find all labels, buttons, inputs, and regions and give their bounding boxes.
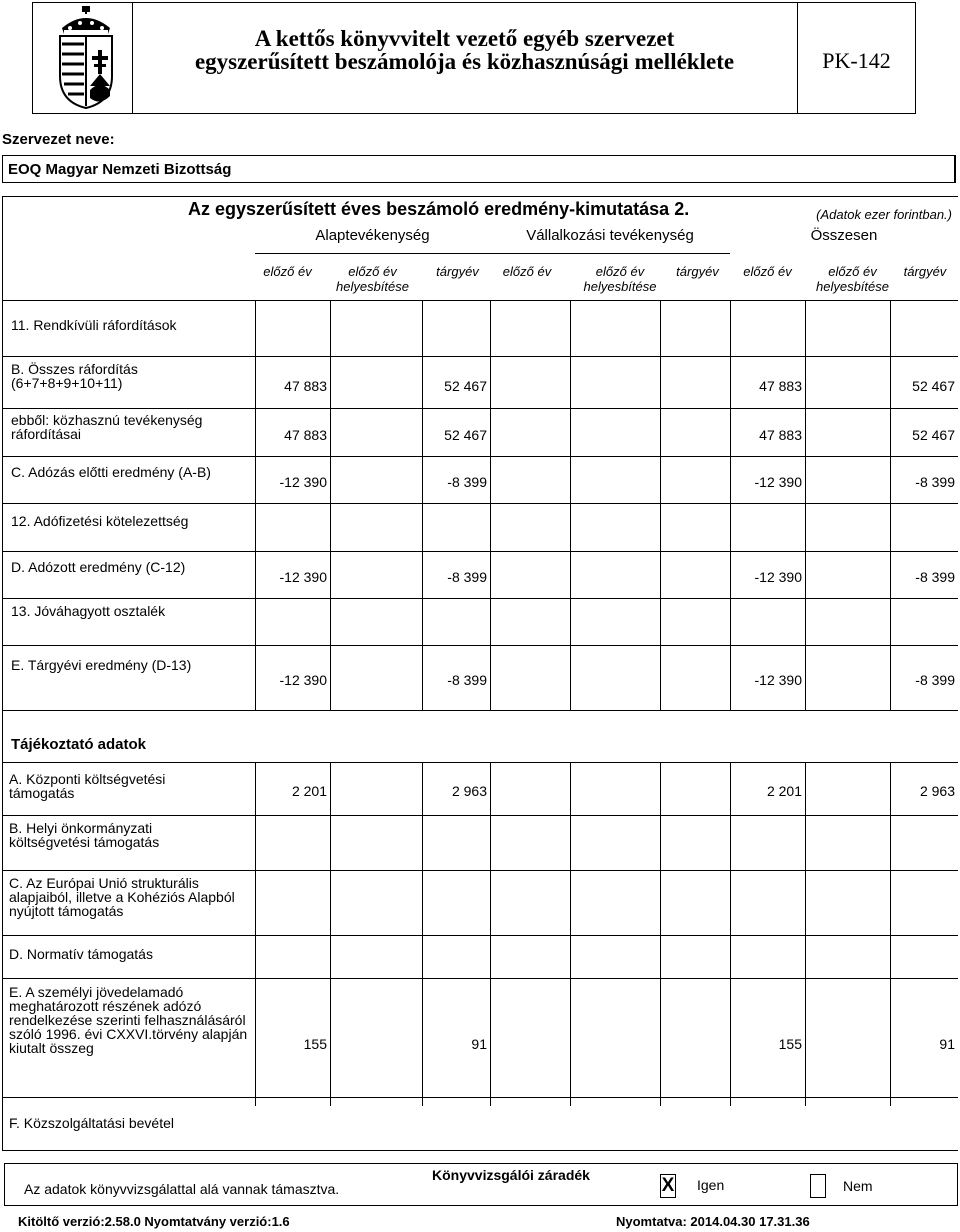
col-header-7: előző év — [743, 264, 792, 279]
cell-d-alap-targy: -8 399 — [447, 569, 487, 585]
row-label-jovahagyott-osztalek: 13. Jóváhagyott osztalék — [11, 603, 166, 619]
cell-e-alap-targy: -8 399 — [447, 672, 487, 688]
footer-printed: Nyomtatva: 2014.04.30 17.31.36 — [616, 1214, 810, 1229]
coat-of-arms-emblem — [56, 6, 116, 110]
cell-b-alap-elozo: 47 883 — [284, 378, 327, 394]
cell-b-alap-targy: 52 467 — [444, 378, 487, 394]
units-note: (Adatok ezer forintban.) — [816, 207, 952, 222]
info-label-kozszolgaltatasi-bevetel: F. Közszolgáltatási bevétel — [9, 1115, 174, 1131]
audit-clause-title: Könyvvizsgálói záradék — [432, 1167, 590, 1183]
info-label-normativ-tamogatas: D. Normatív támogatás — [9, 946, 153, 962]
col-header-6: tárgyév — [676, 264, 719, 279]
col-header-4: előző év — [502, 264, 552, 279]
group-header-osszesen: Összesen — [810, 227, 878, 244]
cell-e-alap-elozo: -12 390 — [279, 672, 327, 688]
cell-c-ossz-targy: -8 399 — [915, 474, 955, 490]
cell-kh-alap-targy: 52 467 — [444, 427, 487, 443]
cell-b-ossz-targy: 52 467 — [912, 378, 955, 394]
group-header-vallalkozasi: Vállalkozási tevékenység — [526, 227, 694, 244]
row-label-kozhasznu-raforditasai: ebből: közhasznú tevékenység ráfordításai — [11, 412, 203, 442]
cell-ie-alap-targy: 91 — [471, 1036, 487, 1052]
row-label-adozas-elotti-eredmeny: C. Adózás előtti eredmény (A-B) — [11, 464, 211, 480]
cell-e-ossz-elozo: -12 390 — [754, 672, 802, 688]
row-label-targyevi-eredmeny: E. Tárgyévi eredmény (D-13) — [11, 657, 192, 673]
form-title-line2: egyszerűsített beszámolója és közhasznúsági melléklete — [194, 49, 735, 74]
group-header-alap: Alaptevékenység — [315, 227, 430, 244]
row-label-adofizetesi-kotelezettseg: 12. Adófizetési kötelezettség — [11, 513, 189, 529]
audit-no-checkbox[interactable] — [810, 1174, 826, 1198]
audit-statement: Az adatok könyvvizsgálattal alá vannak támasztva. — [24, 1181, 340, 1197]
info-label-kozponti-tamogatas: A. Központi költségvetési támogatás — [9, 771, 166, 801]
row-label-rendkivuli-raforditasok: 11. Rendkívüli ráfordítások — [11, 317, 177, 333]
cell-e-ossz-targy: -8 399 — [915, 672, 955, 688]
cell-d-ossz-elozo: -12 390 — [754, 569, 802, 585]
col-header-3: tárgyév — [436, 264, 479, 279]
row-label-osszes-raforditas: B. Összes ráfordítás (6+7+8+9+10+11) — [11, 361, 138, 391]
cell-d-alap-elozo: -12 390 — [279, 569, 327, 585]
cell-b-ossz-elozo: 47 883 — [759, 378, 802, 394]
org-name: EOQ Magyar Nemzeti Bizottság — [8, 161, 232, 178]
col-header-5: előző év helyesbítése — [583, 264, 657, 294]
cell-ia-alap-targy: 2 963 — [451, 783, 487, 799]
section-title: Az egyszerűsített éves beszámoló eredmény-kimutatása 2. — [188, 199, 690, 219]
cell-kh-ossz-targy: 52 467 — [912, 427, 955, 443]
form-code: PK-142 — [822, 48, 891, 73]
cell-c-alap-elozo: -12 390 — [279, 474, 327, 490]
info-label-helyi-tamogatas: B. Helyi önkormányzati költségvetési támogatás — [9, 820, 160, 850]
cell-c-ossz-elozo: -12 390 — [754, 474, 802, 490]
audit-yes-label: Igen — [697, 1177, 725, 1193]
cell-c-alap-targy: -8 399 — [447, 474, 487, 490]
cell-ia-ossz-elozo: 2 201 — [766, 783, 802, 799]
cell-ie-alap-elozo: 155 — [303, 1036, 327, 1052]
cell-d-ossz-targy: -8 399 — [915, 569, 955, 585]
cell-kh-ossz-elozo: 47 883 — [759, 427, 802, 443]
col-header-9: tárgyév — [903, 264, 947, 279]
cell-kh-alap-elozo: 47 883 — [284, 427, 327, 443]
form-title-line1: A kettős könyvvitelt vezető egyéb szervezet — [254, 26, 675, 51]
cell-ia-ossz-targy: 2 963 — [919, 783, 955, 799]
cell-ia-alap-elozo: 2 201 — [291, 783, 327, 799]
footer-version: Kitöltő verzió:2.58.0 Nyomtatvány verzió:1.6 — [18, 1214, 290, 1229]
info-label-eu-tamogatas: C. Az Európai Unió strukturális alapjaiból, illetve a Kohéziós Alapból nyújtott támogatás — [9, 875, 235, 919]
audit-yes-checkbox[interactable] — [660, 1174, 676, 1198]
info-section-title: Tájékoztató adatok — [11, 736, 147, 753]
info-label-szja-egy-szazalek: E. A személyi jövedelamadó meghatározott részének adózó rendelkezése szerinti felhasználásáról szóló 1996. évi CXXVI.törvény alapján kiutalt összeg — [9, 984, 248, 1056]
audit-no-label: Nem — [843, 1178, 873, 1194]
col-header-2: előző év helyesbítése — [336, 264, 409, 294]
org-label: Szervezet neve: — [2, 131, 115, 148]
cell-ie-ossz-elozo: 155 — [778, 1036, 802, 1052]
row-label-adozott-eredmeny: D. Adózott eredmény (C-12) — [11, 559, 186, 575]
col-header-8: előző év helyesbítése — [816, 264, 889, 294]
cell-ie-ossz-targy: 91 — [939, 1036, 955, 1052]
checkbox-x-mark: X — [661, 1175, 675, 1196]
col-header-1: előző év — [263, 264, 312, 279]
